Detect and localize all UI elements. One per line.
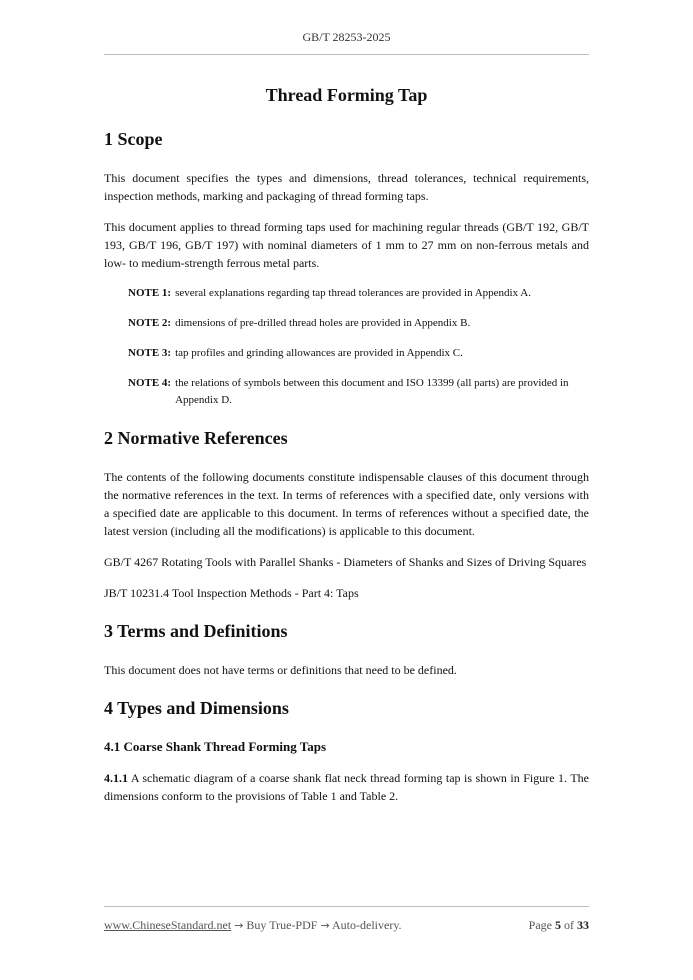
site-link[interactable]: www.ChineseStandard.net <box>104 918 232 932</box>
scope-paragraph-2: This document applies to thread forming taps used for machining regular threads (GB/T 192, GB/T 193, GB/T 196, GB/T 197) with nominal diameters of 1 mm to 27 mm on non-ferrous metals and low- to medium-strength ferrous metal parts. <box>104 220 589 270</box>
note-4 <box>128 375 589 409</box>
page-word: Page <box>528 918 552 932</box>
page-content <box>104 85 589 818</box>
note-3 <box>128 345 589 362</box>
note-label: NOTE 4: <box>128 377 172 389</box>
buy-text: Buy True-PDF <box>246 918 318 932</box>
section-1-heading: 1 Scope <box>104 129 163 149</box>
terms-paragraph: This document does not have terms or definitions that need to be defined. <box>104 663 457 677</box>
note-2 <box>128 315 589 332</box>
document-title: Thread Forming Tap <box>265 85 428 105</box>
arrow-right-icon: → <box>234 919 244 932</box>
note-text: dimensions of pre-drilled thread holes are provided in Appendix B. <box>175 317 471 329</box>
footer-left <box>104 918 402 933</box>
normative-references-paragraph: The contents of the following documents constitute indispensable clauses of this document through the normative references in the text. In terms of references with a specified date, only versions with a specified date are applicable to this document. In terms of references without a specified date, the latest version (including all the modifications) is applicable to this document. <box>104 470 589 538</box>
section-3-heading: 3 Terms and Definitions <box>104 621 288 641</box>
note-text: several explanations regarding tap thread tolerances are provided in Appendix A. <box>175 287 531 299</box>
note-1 <box>128 285 589 302</box>
document-number: GB/T 28253-2025 <box>302 30 391 44</box>
reference-gbt-4267: GB/T 4267 Rotating Tools with Parallel Shanks - Diameters of Shanks and Sizes of Driving Squares <box>104 555 587 569</box>
scope-paragraph-1: This document specifies the types and dimensions, thread tolerances, technical requirements, inspection methods, marking and packaging of thread forming taps. <box>104 171 589 203</box>
footer-divider <box>104 906 589 907</box>
note-text: the relations of symbols between this document and ISO 13399 (all parts) are provided in Appendix D. <box>175 377 569 406</box>
page-footer <box>104 918 589 933</box>
note-label: NOTE 2: <box>128 317 172 329</box>
arrow-right-icon: → <box>320 919 330 932</box>
note-text: tap profiles and grinding allowances are provided in Appendix C. <box>175 347 463 359</box>
section-2-heading: 2 Normative References <box>104 428 288 448</box>
header-divider <box>104 54 589 55</box>
page-header <box>104 30 589 45</box>
note-label: NOTE 1: <box>128 287 172 299</box>
page-current: 5 <box>555 918 561 932</box>
of-word: of <box>564 918 574 932</box>
clause-4-1-1 <box>104 769 589 805</box>
section-4-heading: 4 Types and Dimensions <box>104 698 289 718</box>
delivery-text: Auto-delivery. <box>332 918 402 932</box>
reference-jbt-10231-4: JB/T 10231.4 Tool Inspection Methods - Part 4: Taps <box>104 586 359 600</box>
page-indicator <box>529 918 589 933</box>
clause-number: 4.1.1 <box>104 771 128 785</box>
note-label: NOTE 3: <box>128 347 172 359</box>
subsection-4-1-heading: 4.1 Coarse Shank Thread Forming Taps <box>104 739 327 754</box>
clause-text: A schematic diagram of a coarse shank flat neck thread forming tap is shown in Figure 1. The dimensions conform to the provisions of Table 1 and Table 2. <box>104 771 589 803</box>
page-total: 33 <box>577 918 589 932</box>
